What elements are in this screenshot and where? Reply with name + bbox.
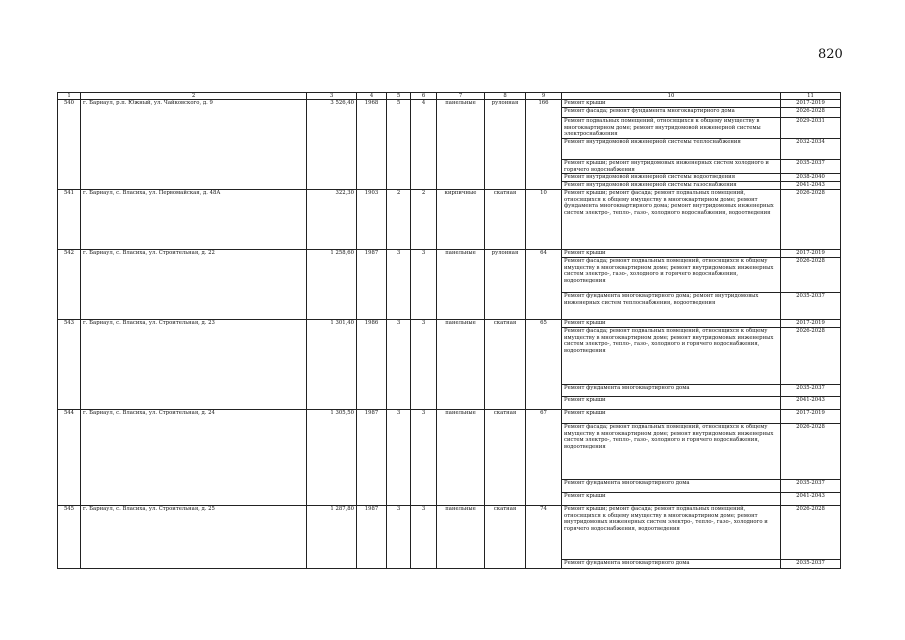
cell-period: 2026-2028 <box>781 328 841 385</box>
cell-wall: панельные <box>437 250 485 320</box>
table-row <box>58 410 841 424</box>
col-header: 4 <box>357 93 387 100</box>
cell-work: Ремонт крыши <box>562 250 781 258</box>
cell-work: Ремонт фундамента многоквартирного дома; ремонт внутридомовых инженерных систем теплоснабжения, водоотведения <box>562 293 781 320</box>
cell-area: 1 301,40 <box>307 320 357 410</box>
cell-area: 1 258,60 <box>307 250 357 320</box>
cell-address: г. Барнаул, р.п. Южный, ул. Чайковского, д. 9 <box>81 100 307 190</box>
cell-period: 2035-2037 <box>781 385 841 397</box>
cell-no: 540 <box>58 100 81 190</box>
cell-no: 542 <box>58 250 81 320</box>
cell-wall: панельные <box>437 100 485 190</box>
cell-year: 1987 <box>357 506 387 569</box>
cell-period: 2032-2034 <box>781 139 841 160</box>
cell-entrances: 2 <box>411 190 437 250</box>
table-body <box>58 100 841 569</box>
cell-period: 2017-2019 <box>781 250 841 258</box>
cell-period: 2041-2043 <box>781 493 841 506</box>
cell-period: 2026-2028 <box>781 506 841 560</box>
cell-no: 544 <box>58 410 81 506</box>
table-row <box>58 190 841 250</box>
col-header: 8 <box>485 93 526 100</box>
cell-no: 543 <box>58 320 81 410</box>
cell-roof: скатная <box>485 410 526 506</box>
page-number: 820 <box>818 47 843 62</box>
cell-period: 2041-2043 <box>781 182 841 190</box>
cell-year: 1903 <box>357 190 387 250</box>
cell-wall: кирпичные <box>437 190 485 250</box>
cell-floors: 3 <box>387 320 411 410</box>
cell-roof: рулонная <box>485 250 526 320</box>
col-header: 10 <box>562 93 781 100</box>
cell-period: 2026-2028 <box>781 258 841 293</box>
col-header: 11 <box>781 93 841 100</box>
col-header: 7 <box>437 93 485 100</box>
cell-period: 2038-2040 <box>781 174 841 182</box>
cell-roof: скатная <box>485 320 526 410</box>
cell-work: Ремонт крыши; ремонт внутридомовых инженерных систем холодного и горячего водоснабжения <box>562 160 781 174</box>
col-header: 9 <box>526 93 562 100</box>
cell-entrances: 3 <box>411 506 437 569</box>
cell-address: г. Барнаул, с. Власиха, ул. Строительная, д. 24 <box>81 410 307 506</box>
col-header: 6 <box>411 93 437 100</box>
cell-floors: 3 <box>387 250 411 320</box>
cell-no: 545 <box>58 506 81 569</box>
col-header: 5 <box>387 93 411 100</box>
cell-period: 2026-2028 <box>781 108 841 118</box>
cell-year: 1987 <box>357 410 387 506</box>
cell-residents: 10 <box>526 190 562 250</box>
cell-area: 1 305,50 <box>307 410 357 506</box>
cell-work: Ремонт внутридомовой инженерной системы теплоснабжения <box>562 139 781 160</box>
cell-floors: 3 <box>387 506 411 569</box>
cell-work: Ремонт внутридомовой инженерной системы газоснабжения <box>562 182 781 190</box>
cell-entrances: 3 <box>411 250 437 320</box>
cell-work: Ремонт подвальных помещений, относящихся к общему имуществу в многоквартирном доме; ремонт внутридомовой инженерной системы электроснабжения <box>562 118 781 139</box>
cell-period: 2035-2037 <box>781 560 841 569</box>
cell-year: 1968 <box>357 100 387 190</box>
cell-work: Ремонт внутридомовой инженерной системы водоотведения <box>562 174 781 182</box>
cell-residents: 65 <box>526 320 562 410</box>
cell-work: Ремонт крыши <box>562 397 781 410</box>
cell-year: 1986 <box>357 320 387 410</box>
cell-residents: 64 <box>526 250 562 320</box>
cell-period: 2035-2037 <box>781 160 841 174</box>
cell-period: 2029-2031 <box>781 118 841 139</box>
cell-work: Ремонт фасада; ремонт подвальных помещений, относящихся к общему имуществу в многоквартирном доме; ремонт внутридомовых инженерных систем электро-, тепло-, газо-, холодного и горячего водоснабжения, водоотведения <box>562 424 781 480</box>
table-row <box>58 506 841 560</box>
cell-entrances: 4 <box>411 100 437 190</box>
cell-address: г. Барнаул, с. Власиха, ул. Строительная, д. 23 <box>81 320 307 410</box>
cell-work: Ремонт фундамента многоквартирного дома <box>562 385 781 397</box>
cell-work: Ремонт фасада; ремонт подвальных помещений, относящихся к общему имуществу в многоквартирном доме; ремонт внутридомовых инженерных систем электро-, тепло-, газо-, холодного и горячего водоснабжения, водоотведения <box>562 328 781 385</box>
cell-entrances: 3 <box>411 410 437 506</box>
column-number-row <box>58 93 841 100</box>
cell-residents: 74 <box>526 506 562 569</box>
cell-floors: 5 <box>387 100 411 190</box>
cell-period: 2026-2028 <box>781 424 841 480</box>
cell-period: 2017-2019 <box>781 320 841 328</box>
cell-residents: 67 <box>526 410 562 506</box>
cell-period: 2041-2043 <box>781 397 841 410</box>
col-header: 1 <box>58 93 81 100</box>
cell-work: Ремонт фасада; ремонт фундамента многоквартирного дома <box>562 108 781 118</box>
cell-period: 2026-2028 <box>781 190 841 250</box>
col-header: 3 <box>307 93 357 100</box>
cell-work: Ремонт крыши <box>562 100 781 108</box>
repair-schedule-table <box>57 92 841 569</box>
cell-roof: скатная <box>485 506 526 569</box>
cell-wall: панельные <box>437 410 485 506</box>
cell-no: 541 <box>58 190 81 250</box>
cell-work: Ремонт крыши <box>562 320 781 328</box>
cell-work: Ремонт крыши <box>562 410 781 424</box>
cell-period: 2017-2019 <box>781 410 841 424</box>
cell-area: 3 526,40 <box>307 100 357 190</box>
cell-area: 322,30 <box>307 190 357 250</box>
cell-work: Ремонт крыши <box>562 493 781 506</box>
table-row <box>58 320 841 328</box>
cell-roof: скатная <box>485 190 526 250</box>
cell-floors: 3 <box>387 410 411 506</box>
cell-work: Ремонт крыши; ремонт фасада; ремонт подвальных помещений, относящихся к общему имуществу в многоквартирном доме; ремонт фундамента многоквартирного дома; ремонт внутридомовых инженерных систем электро-, тепло-, газо-, холодного водоснабжения, водоотведения <box>562 190 781 250</box>
cell-period: 2035-2037 <box>781 293 841 320</box>
cell-address: г. Барнаул, с. Власиха, ул. Строительная, д. 22 <box>81 250 307 320</box>
cell-work: Ремонт фундамента многоквартирного дома <box>562 480 781 493</box>
cell-work: Ремонт крыши; ремонт фасада; ремонт подвальных помещений, относящихся к общему имуществу в многоквартирном доме; ремонт внутридомовых инженерных систем электро-, тепло-, газо-, холодного и горячего водоснабжения, водоотведения <box>562 506 781 560</box>
cell-address: г. Барнаул, с. Власиха, ул. Первомайская, д. 48А <box>81 190 307 250</box>
cell-floors: 2 <box>387 190 411 250</box>
cell-wall: панельные <box>437 506 485 569</box>
cell-period: 2035-2037 <box>781 480 841 493</box>
table-row <box>58 250 841 258</box>
cell-area: 1 287,80 <box>307 506 357 569</box>
cell-work: Ремонт фундамента многоквартирного дома <box>562 560 781 569</box>
cell-roof: рулонная <box>485 100 526 190</box>
col-header: 2 <box>81 93 307 100</box>
cell-residents: 166 <box>526 100 562 190</box>
cell-address: г. Барнаул, с. Власиха, ул. Строительная, д. 25 <box>81 506 307 569</box>
cell-entrances: 3 <box>411 320 437 410</box>
cell-work: Ремонт фасада; ремонт подвальных помещений, относящихся к общему имуществу в многоквартирном доме; ремонт внутридомовых инженерных систем электро-, газо-, холодного и горячего водоснабжения, водоотведения <box>562 258 781 293</box>
cell-wall: панельные <box>437 320 485 410</box>
cell-period: 2017-2019 <box>781 100 841 108</box>
cell-year: 1987 <box>357 250 387 320</box>
table-row <box>58 100 841 108</box>
